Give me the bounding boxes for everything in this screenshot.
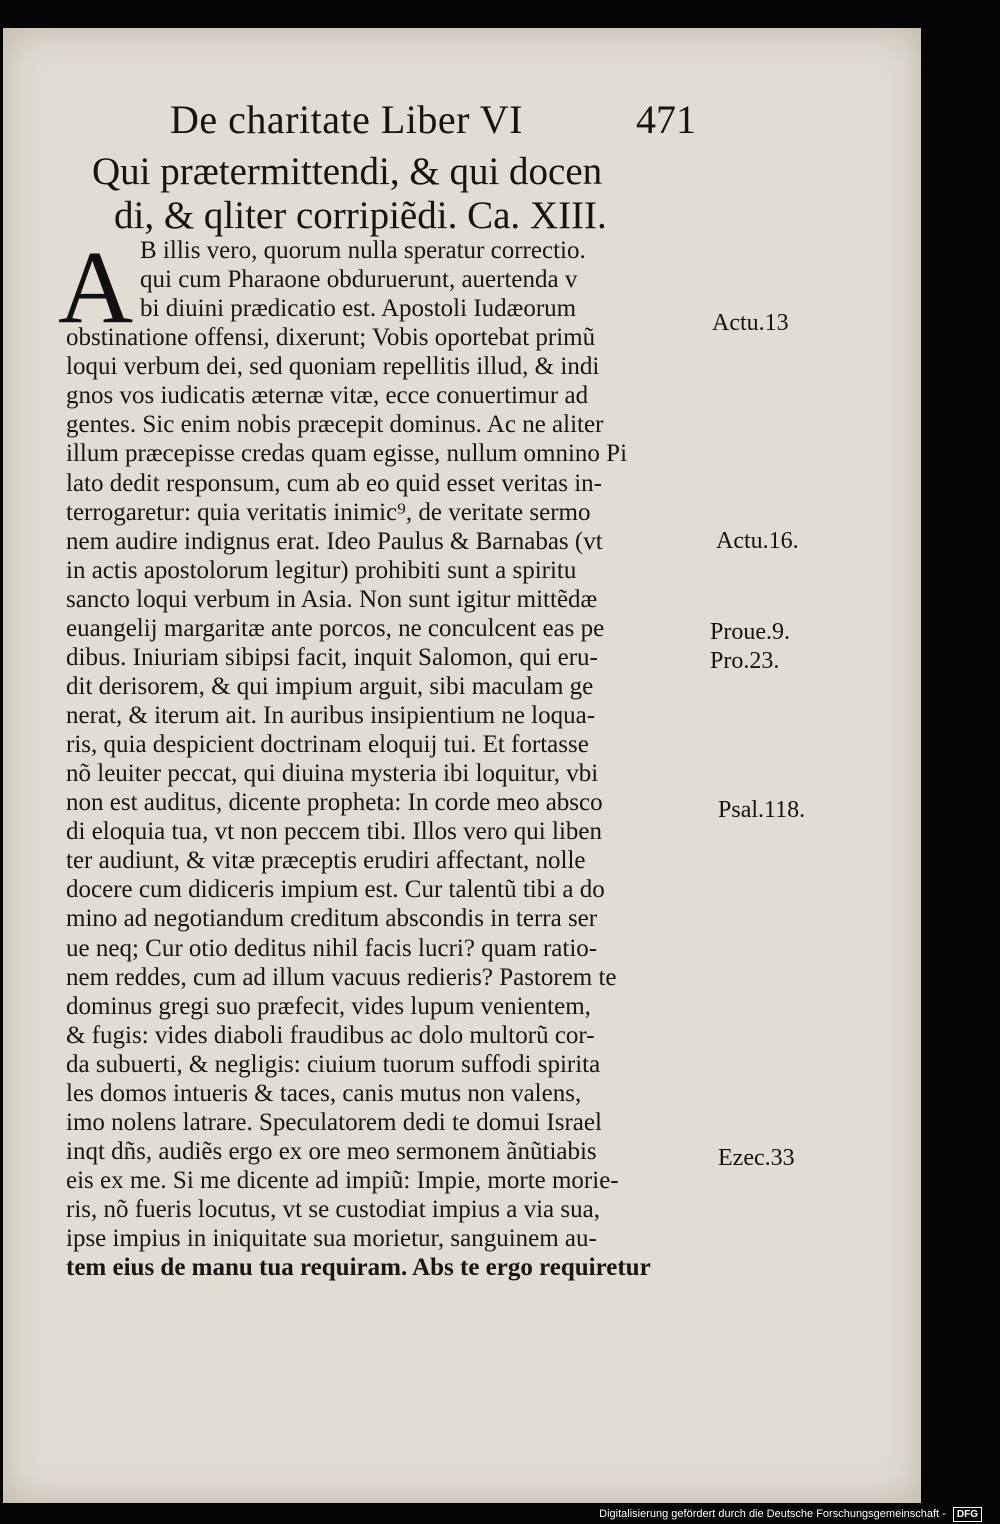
text-line: da subuerti, & negligis: ciuium tuorum suffodi spirita — [66, 1050, 601, 1078]
text-line: loqui verbum dei, sed quoniam repellitis illud, & indi — [66, 353, 600, 381]
text-line: imo nolens latrare. Speculatorem dedi te domui Israel — [66, 1108, 602, 1136]
chapter-title-line-2: di, & qliter corripiẽdi. Ca. XIII. — [114, 194, 607, 237]
text-line: bi diuini prædicatio est. Apostoli Iudæorum — [140, 295, 577, 323]
margin-note: Psal.118. — [718, 797, 806, 823]
text-line: di eloquia tua, vt non peccem tibi. Illos vero qui liben — [66, 818, 602, 846]
text-line: dit derisorem, & qui impium arguit, sibi maculam ge — [66, 672, 594, 700]
text-line: in actis apostolorum legitur) prohibiti sunt a spiritu — [66, 556, 577, 584]
running-header — [170, 96, 710, 146]
text-line: gnos vos iudicatis æternæ vitæ, ecce conuertimur ad — [66, 382, 589, 410]
text-line: ter audiunt, & vitæ præceptis erudiri affectant, nolle — [66, 847, 586, 875]
body-text — [66, 236, 716, 1282]
text-line: obstinatione offensi, dixerunt; Vobis oportebat primũ — [66, 324, 596, 352]
text-line: ris, nõ fueris locutus, vt se custodiat impius a via sua, — [66, 1196, 600, 1224]
text-line: mino ad negotiandum creditum abscondis in terra ser — [66, 905, 598, 933]
chapter-title-line-1: Qui prætermittendi, & qui docen — [92, 150, 603, 193]
digitization-credit — [599, 1504, 982, 1524]
text-line: non est auditus, dicente propheta: In corde meo absco — [66, 789, 603, 817]
text-line: & fugis: vides diaboli fraudibus ac dolo multorũ cor- — [66, 1021, 595, 1049]
credit-text: Digitalisierung gefördert durch die Deutsche Forschungsgemeinschaft - — [599, 1508, 946, 1520]
drop-initial: A — [58, 230, 134, 345]
page-number: 471 — [636, 97, 696, 142]
text-line: tem eius de manu tua requiram. Abs te ergo requiretur — [66, 1254, 651, 1282]
text-line: qui cum Pharaone obduruerunt, auertenda v — [140, 266, 578, 294]
text-line: inqt dñs, audiẽs ergo ex ore meo sermonem ãnũtiabis — [66, 1137, 597, 1165]
text-line: ipse impius in iniquitate sua morietur, sanguinem au- — [66, 1225, 597, 1253]
text-line: dibus. Iniuriam sibipsi facit, inquit Salomon, qui eru- — [66, 643, 598, 671]
text-line: lato dedit responsum, cum ab eo quid esset veritas in- — [66, 469, 602, 497]
text-line: docere cum didiceris impium est. Cur talentũ tibi a do — [66, 876, 605, 904]
text-line: nem audire indignus erat. Ideo Paulus & Barnabas (vt — [66, 527, 603, 555]
text-line: dominus gregi suo præfecit, vides lupum venientem, — [66, 992, 591, 1020]
text-line: gentes. Sic enim nobis præcepit dominus. Ac ne aliter — [66, 411, 604, 439]
text-line: nem reddes, cum ad illum vacuus redieris? Pastorem te — [66, 963, 617, 991]
text-line: nerat, & iterum ait. In auribus insipientium ne loqua- — [66, 702, 596, 729]
dfg-logo[interactable]: DFG — [953, 1507, 982, 1522]
text-line: ris, quia despicient doctrinam eloquij tui. Et fortasse — [66, 731, 589, 759]
text-line: sancto loqui verbum in Asia. Non sunt igitur mittẽdæ — [66, 585, 598, 613]
margin-note: Actu.13 — [712, 310, 789, 336]
text-line: terrogaretur: quia veritatis inimic⁹, de veritate sermo — [66, 498, 591, 526]
chapter-heading — [92, 150, 682, 238]
text-line: ue neq; Cur otio deditus nihil facis lucri? quam ratio- — [66, 934, 598, 962]
text-line: eis ex me. Si me dicente ad impiũ: Impie, morte morie- — [66, 1167, 619, 1194]
margin-note: Actu.16. — [716, 528, 799, 554]
margin-note: Proue.9. — [710, 619, 790, 645]
text-line: illum præcepisse credas quam egisse, nullum omnino Pi — [66, 440, 628, 468]
text-line: nõ leuiter peccat, qui diuina mysteria ibi loquitur, vbi — [66, 760, 599, 788]
margin-note: Ezec.33 — [718, 1145, 795, 1171]
text-line: B illis vero, quorum nulla speratur correctio. — [140, 237, 586, 264]
text-line: euangelij margaritæ ante porcos, ne conculcent eas pe — [66, 614, 605, 642]
margin-note: Pro.23. — [710, 648, 780, 674]
header-title: De charitate Liber VI — [170, 97, 523, 142]
text-line: les domos intueris & taces, canis mutus non valens, — [66, 1079, 582, 1107]
